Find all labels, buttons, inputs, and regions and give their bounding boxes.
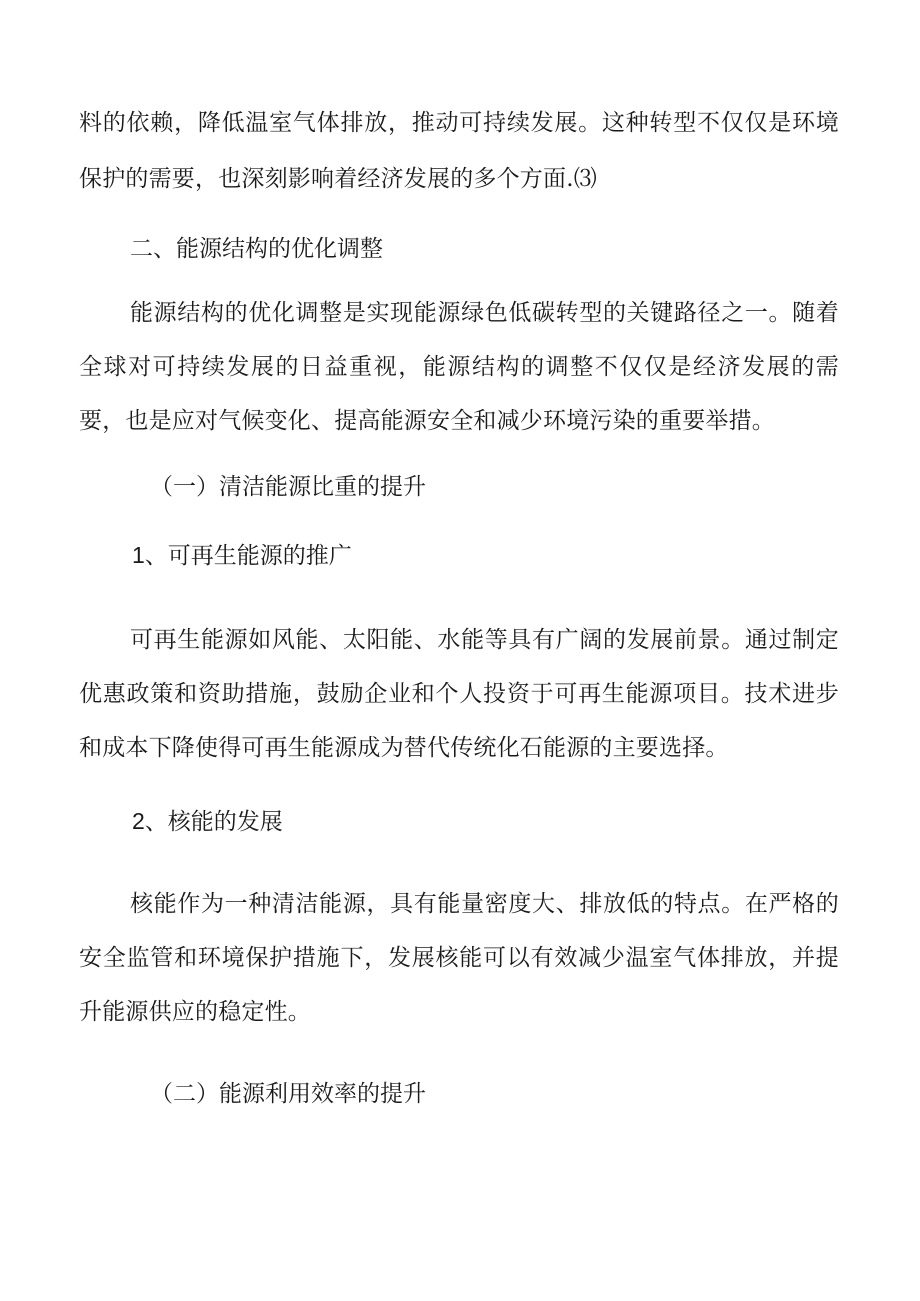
section-two-paragraph-line-3: 要，也是应对气候变化、提高能源安全和减少环境污染的重要举措。: [79, 408, 775, 434]
item-two-paragraph-line-3: 升能源供应的稳定性。: [79, 999, 311, 1025]
item-one-number: 1: [132, 542, 145, 568]
section-two-paragraph-line-1: 能源结构的优化调整是实现能源绿色低碳转型的关键路径之一。随着: [130, 300, 839, 326]
item-two-number: 2: [132, 808, 145, 834]
item-one-paragraph-line-1: 可再生能源如风能、太阳能、水能等具有广阔的发展前景。通过制定: [130, 627, 839, 653]
intro-paragraph-line-1: 料的依赖，降低温室气体排放，推动可持续发展。这种转型不仅仅是环境: [79, 110, 839, 136]
intro-paragraph-line-2: 保护的需要，也深刻影响着经济发展的多个方面.⑶: [79, 166, 597, 192]
item-one-paragraph-line-2: 优惠政策和资助措施，鼓励企业和个人投资于可再生能源项目。技术进步: [79, 681, 839, 707]
item-two-paragraph-line-1: 核能作为一种清洁能源，具有能量密度大、排放低的特点。在严格的: [130, 891, 839, 917]
subsection-two-heading: （二）能源利用效率的提升: [150, 1081, 426, 1107]
item-two-heading: [132, 806, 283, 837]
item-one-title: 、可再生能源的推广: [144, 543, 352, 569]
section-two-paragraph-line-2: 全球对可持续发展的日益重视，能源结构的调整不仅仅是经济发展的需: [79, 354, 839, 380]
section-two-heading: 二、能源结构的优化调整: [130, 236, 383, 262]
item-one-heading: [132, 540, 352, 571]
subsection-one-heading: （一）清洁能源比重的提升: [150, 474, 426, 500]
item-one-paragraph-line-3: 和成本下降使得可再生能源成为替代传统化石能源的主要选择。: [79, 735, 729, 761]
item-two-paragraph-line-2: 安全监管和环境保护措施下，发展核能可以有效减少温室气体排放，并提: [79, 945, 839, 971]
item-two-title: 、核能的发展: [144, 809, 283, 835]
